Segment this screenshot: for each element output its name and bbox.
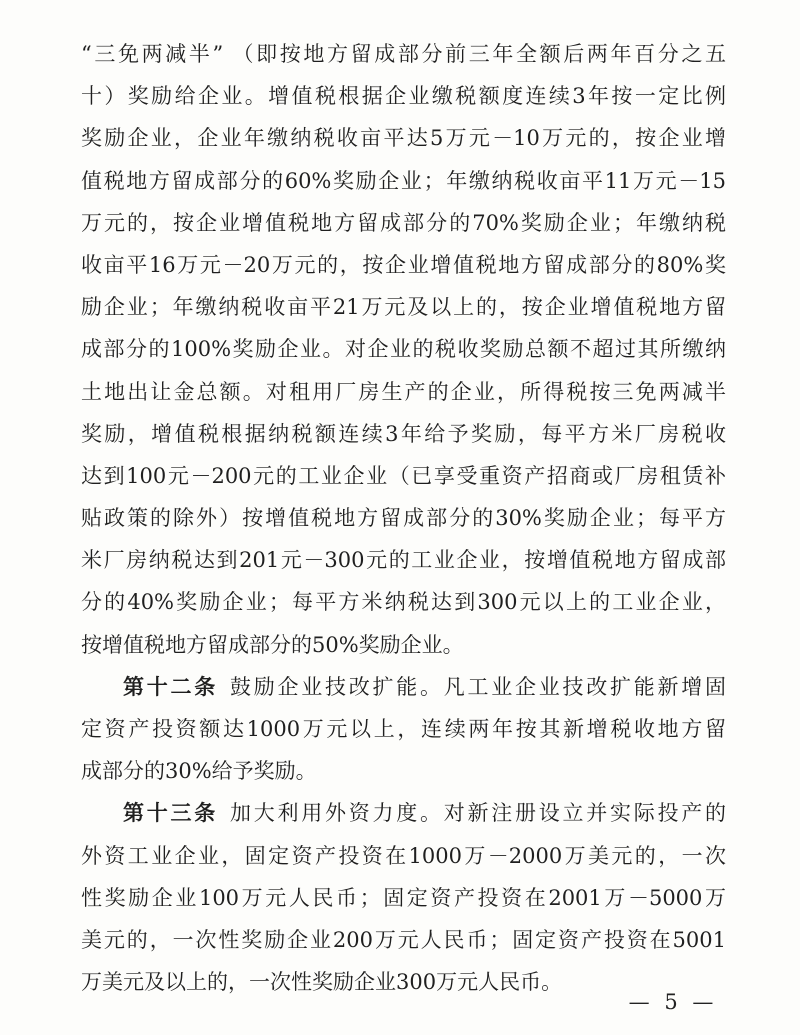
body-text-line: 奖励企业，企业年缴纳税收亩平达5万元－10万元的，按企业增 xyxy=(81,126,726,151)
body-text-line: 万美元及以上的，一次性奖励企业300万元人民币。 xyxy=(81,970,563,995)
document-body xyxy=(81,33,726,1003)
body-text-line: 按增值税地方留成部分的50%奖励企业。 xyxy=(81,632,464,657)
article-13-first-line xyxy=(81,792,726,834)
body-text-line: 万元的，按企业增值税地方留成部分的70%奖励企业；年缴纳税 xyxy=(81,210,726,235)
body-text-line: 值税地方留成部分的60%奖励企业；年缴纳税收亩平11万元－15 xyxy=(81,168,726,193)
page-number: — 5 — xyxy=(628,990,718,1014)
body-text-line: 十）奖励给企业。增值税根据企业缴税额度连续3年按一定比例 xyxy=(81,84,726,109)
article-13-label: 第十三条 xyxy=(123,800,218,826)
body-text-line: “三免两减半” （即按地方留成部分前三年全额后两年百分之五 xyxy=(81,42,726,66)
body-text-line: 励企业；年缴纳税收亩平21万元及以上的，按企业增值税地方留 xyxy=(81,295,726,320)
article-13-heading-text: 加大利用外资力度。对新注册设立并实际投产的 xyxy=(230,801,726,826)
body-text-line: 达到100元－200元的工业企业（已享受重资产招商或厂房租赁补 xyxy=(81,463,726,488)
body-text-line: 定资产投资额达1000万元以上，连续两年按其新增税收地方留 xyxy=(81,717,726,741)
body-text-line: 米厂房纳税达到201元－300元的工业企业，按增值税地方留成部 xyxy=(81,548,726,573)
article-12-first-line xyxy=(81,666,726,708)
body-text-line: 奖励，增值税根据纳税额连续3年给予奖励，每平方米厂房税收 xyxy=(81,421,726,446)
body-text-line: 收亩平16万元－20万元的，按企业增值税地方留成部分的80%奖 xyxy=(81,252,726,277)
body-text-line: 贴政策的除外）按增值税地方留成部分的30%奖励企业；每平方 xyxy=(81,506,726,531)
body-text-line: 成部分的30%给予奖励。 xyxy=(81,759,317,784)
body-text-line: 外资工业企业，固定资产投资在1000万－2000万美元的，一次 xyxy=(81,843,726,868)
body-text-line: 土地出让金总额。对租用厂房生产的企业，所得税按三免两减半 xyxy=(81,379,726,404)
body-text-line: 成部分的100%奖励企业。对企业的税收奖励总额不超过其所缴纳 xyxy=(81,337,726,362)
article-12-label: 第十二条 xyxy=(123,673,218,699)
body-text-line: 性奖励企业100万元人民币；固定资产投资在2001万－5000万 xyxy=(81,885,726,910)
body-text-line: 美元的，一次性奖励企业200万元人民币；固定资产投资在5001 xyxy=(81,927,726,952)
article-12-heading-text: 鼓励企业技改扩能。凡工业企业技改扩能新增固 xyxy=(230,674,726,699)
body-text-line: 分的40%奖励企业；每平方米纳税达到300元以上的工业企业， xyxy=(81,590,726,615)
